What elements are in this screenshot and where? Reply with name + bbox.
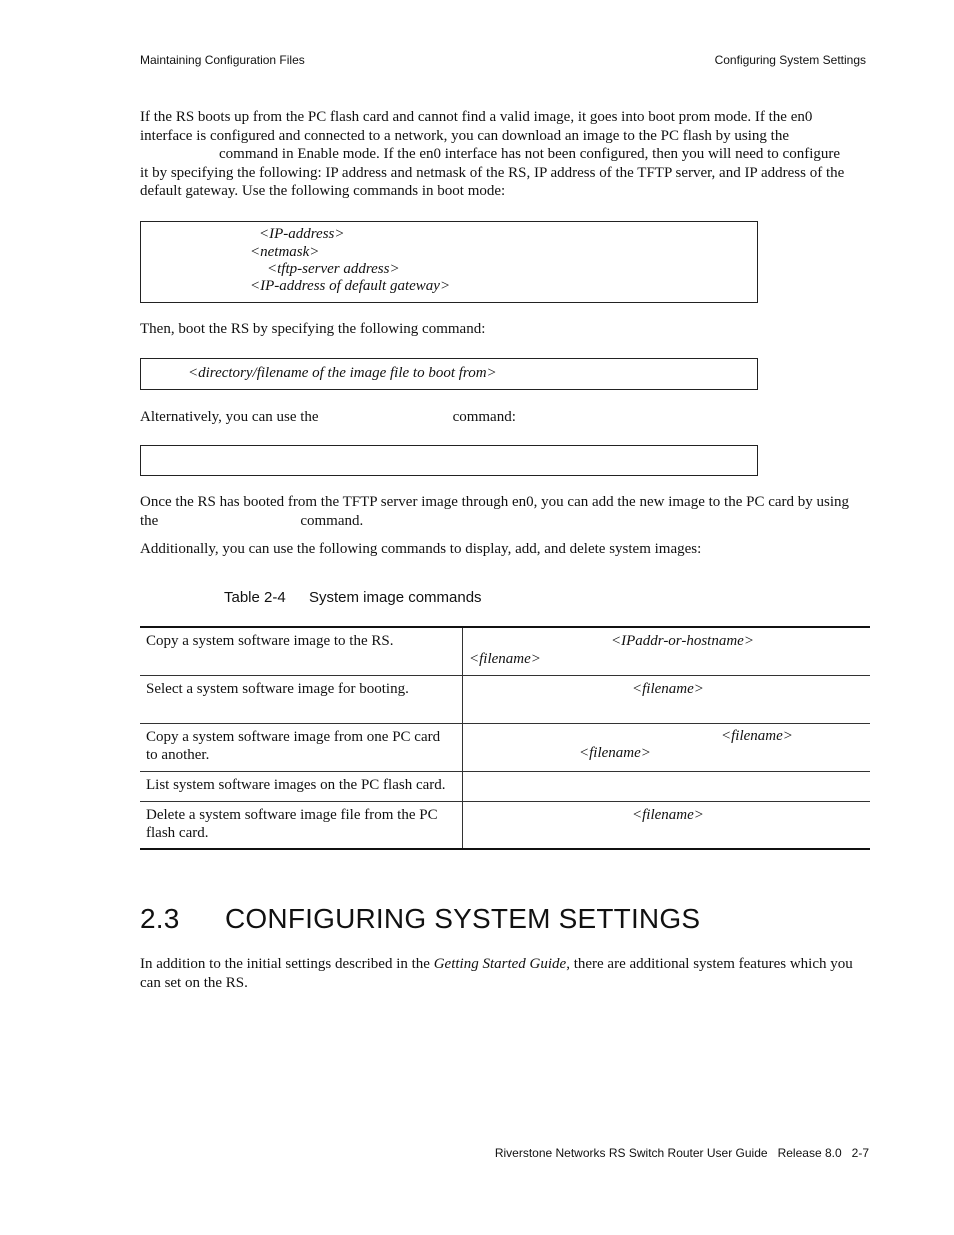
- alternative-command-box: [140, 445, 758, 476]
- section-heading: [140, 903, 700, 935]
- intro-line-4: it by specifying the following: IP address and netmask of the RS, IP address of the TFTP server, and IP address of the: [140, 164, 845, 181]
- table-cell-description: Copy a system software image to the RS.: [140, 627, 463, 675]
- then-text: Then, boot the RS by specifying the following command:: [140, 321, 486, 337]
- boot-mode-command-box: [140, 221, 758, 303]
- table-row: [140, 675, 870, 723]
- filename-arg: <filename>: [579, 744, 651, 761]
- default-gateway-arg: <IP-address of default gateway>: [250, 278, 451, 294]
- getting-started-guide-title: Getting Started Guide: [433, 956, 567, 972]
- once-paragraph: [140, 493, 849, 530]
- table-cell-command: [463, 627, 871, 675]
- footer-page-number: 2-7: [851, 1146, 869, 1160]
- netmask-arg: <netmask>: [250, 244, 320, 260]
- intro-paragraph: [140, 108, 844, 201]
- table-cell-description: Delete a system software image file from the PC flash card.: [140, 801, 463, 849]
- table-cell-description: Select a system software image for booting.: [140, 675, 463, 723]
- table-caption-title: System image commands: [309, 589, 482, 606]
- alternative-text-after: command:: [452, 409, 516, 425]
- boot-command-box: [140, 358, 758, 390]
- header-section-title: Configuring System Settings: [714, 53, 866, 67]
- table-cell-command: [463, 771, 871, 801]
- tftp-server-arg: <tftp-server address>: [267, 261, 400, 277]
- image-file-arg: <directory/filename of the image file to boot from>: [188, 365, 497, 381]
- table-caption-label: Table 2-4: [224, 589, 286, 606]
- table-row: [140, 771, 870, 801]
- section-intro-before: In addition to the initial settings described in the: [140, 956, 430, 972]
- intro-line-1: If the RS boots up from the PC flash card and cannot find a valid image, it goes into boot prom mode. If the en0: [140, 109, 813, 125]
- intro-line-2: interface is configured and connected to a network, you can download an image to the PC flash by using the: [140, 127, 789, 144]
- intro-line-3: command in Enable mode. If the en0 interface has not been configured, then you will need to configure: [219, 146, 841, 162]
- system-image-commands-table: [140, 626, 870, 850]
- table-cell-description: Copy a system software image from one PC card to another.: [140, 723, 463, 771]
- once-line-2-start: the: [140, 512, 159, 529]
- table-row: [140, 723, 870, 771]
- section-intro-paragraph: [140, 955, 853, 992]
- table-cell-command: [463, 675, 871, 723]
- ip-address-arg: <IP-address>: [259, 226, 345, 242]
- table-cell-command: [463, 801, 871, 849]
- table-cell-description: List system software images on the PC flash card.: [140, 771, 463, 801]
- once-line-2-end: command.: [300, 512, 364, 529]
- table-row: [140, 627, 870, 675]
- footer-guide-title: Riverstone Networks RS Switch Router User Guide: [494, 1146, 768, 1160]
- section-intro-line-2: can set on the RS.: [140, 974, 248, 991]
- filename-arg: <filename>: [632, 806, 704, 823]
- table-row: [140, 801, 870, 849]
- alternative-text-before: Alternatively, you can use the: [140, 409, 319, 425]
- section-title: CONFIGURING SYSTEM SETTINGS: [225, 903, 701, 934]
- filename-arg: <filename>: [469, 651, 541, 667]
- intro-line-5: default gateway. Use the following commands in boot mode:: [140, 183, 506, 199]
- once-line-1: Once the RS has booted from the TFTP server image through en0, you can add the new image to the PC card by using: [140, 494, 850, 510]
- section-intro-after: , there are additional system features which you: [566, 956, 853, 972]
- table-cell-command: [463, 723, 871, 771]
- filename-arg: <filename>: [721, 727, 793, 744]
- additionally-text: Additionally, you can use the following commands to display, add, and delete system images:: [140, 541, 702, 557]
- footer-release: Release 8.0: [777, 1146, 842, 1160]
- ipaddr-or-hostname-arg: <IPaddr-or-hostname>: [611, 633, 754, 649]
- alternative-text: [140, 408, 516, 427]
- filename-arg: <filename>: [632, 680, 704, 697]
- section-number: 2.3: [140, 903, 180, 934]
- page-footer: [495, 1146, 869, 1160]
- header-chapter-title: Maintaining Configuration Files: [140, 53, 305, 67]
